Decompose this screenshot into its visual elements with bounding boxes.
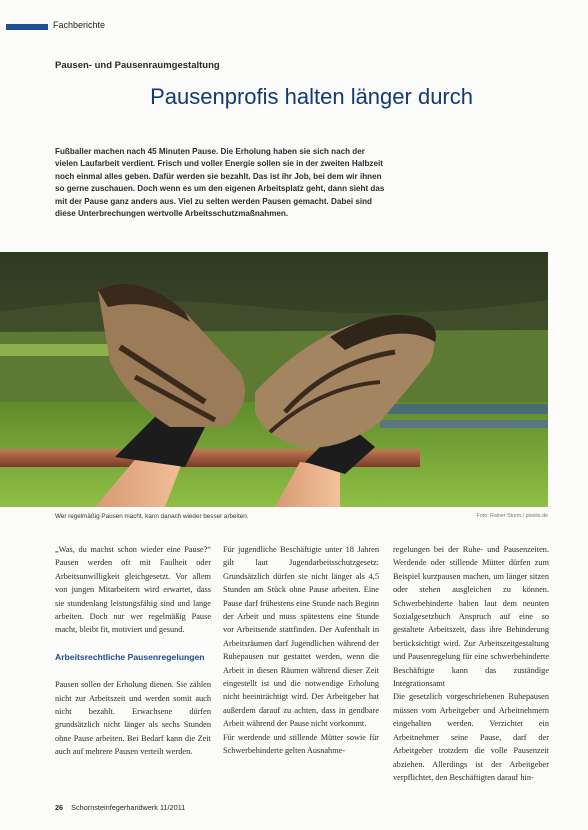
- text-column-1: [55, 543, 211, 759]
- text-column-2: [223, 543, 379, 758]
- section-color-bar: [6, 24, 48, 30]
- section-label: Fachberichte: [53, 20, 106, 30]
- paragraph: Für jugendliche Beschäftigte unter 18 Jahren gilt laut Jugendarbeitsschutzgesetz: Grundsätzlich dürfen sie nicht länger als 4,5 Stunden am Stück ohne Pause arbeiten. Eine Pause darf frühestens eine Stunde nach Beginn der Arbeit und muss spätestens eine Stunde vor Arbeitsende stattfinden. Der Aufenthalt in Arbeitsräumen darf Jugendlichen während der Ruhepausen nur gestattet werden, wenn die Arbeit in diesen Räumen während dieser Zeit eingestellt ist und die notwendige Erholung nicht beeinträchtigt wird. Der Arbeitgeber hat außerdem darauf zu achten, dass in gendbare Arbeit während der Pause nicht vorkommt.: [223, 545, 379, 729]
- article-lead: Fußballer machen nach 45 Minuten Pause. Die Erholung haben sie sich nach der vielen Laufarbeit verdient. Frisch und voller Energie sollen sie in der zweiten Halbzeit noch einmal alles geben. Dafür werden sie bezahlt. Das ist ihr Job, bei dem wir ihnen so gerne zuschauen. Doch wenn es um den eigenen Arbeitsplatz geht, dann sieht das mit der Pause ganz anders aus. Viel zu selten werden Pausen gemacht. Dabei sind diese Unterbrechungen wertvolle Arbeitsschutzmaßnahmen.: [55, 147, 385, 219]
- article-kicker: Pausen- und Pausenraumgestaltung: [55, 60, 220, 71]
- subheading: Arbeitsrechtliche Pausenregelungen: [55, 651, 205, 662]
- article-photo: [0, 252, 548, 507]
- page-footer: [55, 803, 185, 812]
- page-number: 26: [55, 803, 64, 812]
- article-title: Pausenprofis halten länger durch: [150, 84, 473, 109]
- text-column-3: [393, 543, 549, 784]
- photo-caption: Wer regelmäßig Pausen macht, kann danach wieder besser arbeiten.: [55, 513, 249, 520]
- paragraph: „Was, du machst schon wieder eine Pause?“ Pausen werden oft mit Faulheit oder Arbeitsunwilligkeit gleichgesetzt. Vor allem von jungen Mitarbeitern wird erwartet, dass sie stundenlang leistungsfähig sind und lange arbeiten. Doch nur wer regelmäßig Pause macht, bleibt fit, motiviert und gesund.: [55, 545, 211, 635]
- paragraph: regelungen bei der Ruhe- und Pausenzeiten. Werdende oder stillende Mütter dürfen zum Beispiel kurzpausen machen, um länger sitzen oder stehen ausgleichen zu können. Schwerbehinderte haben laut dem neunten Sozialgesetzbuch Anspruch auf eine so gestaltete Arbeitszeit, dass ihre Behinderung berücksichtigt wird. Zur Arbeitszeitgestaltung und Pausenregelung für eine schwerbehinderte Beschäftigte kann das zuständige Integrationsamt: [393, 545, 549, 689]
- paragraph: Die gesetzlich vorgeschriebenen Ruhepausen müssen vom Arbeitgeber und Arbeitnehmern eingehalten werden. Verzichtet ein Arbeitnehmer seine Pause, darf der Arbeitgeber trotzdem die volle Pausenzeit abziehen. Allerdings ist der Arbeitgeber verpflichtet, den Beschäftigten darauf hin-: [393, 692, 549, 782]
- paragraph: Pausen sollen der Erholung dienen. Sie zählen nicht zur Arbeitszeit und werden somit auch nicht bezahlt. Erwachsene dürfen grundsätzlich nicht länger als sechs Stunden ohne Pause arbeiten. Bei Bedarf kann die Zeit auch auf mehrere Pausen verteilt werden.: [55, 680, 211, 757]
- magazine-name: Schornsteinfegerhandwerk 11/2011: [71, 803, 186, 812]
- photo-credit: Foto: Rainer Sturm / pixelio.de: [476, 513, 548, 519]
- paragraph: Für werdende und stillende Mütter sowie für Schwerbehinderte gelten Ausnahme-: [223, 732, 379, 756]
